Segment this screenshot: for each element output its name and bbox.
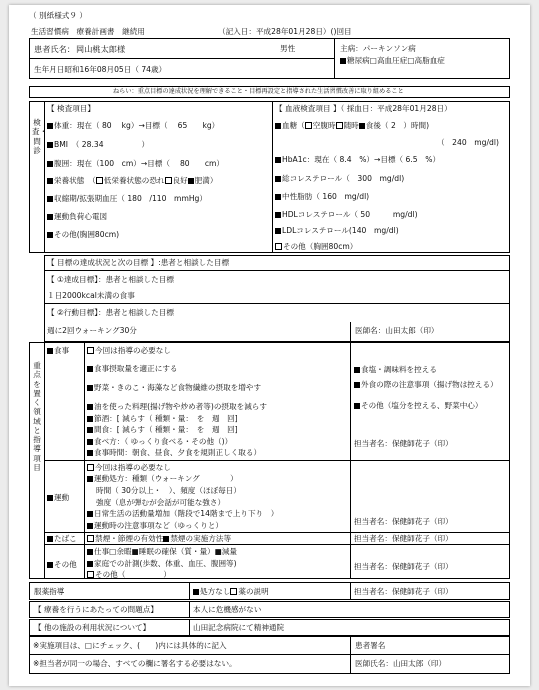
random-checkbox[interactable]	[336, 122, 343, 129]
patient-sex: 男性	[280, 44, 296, 53]
diet-item: 食事摂取量を適正にする	[94, 364, 178, 373]
waist-checkbox[interactable]	[47, 161, 53, 167]
hba1c-text: HbA1c：現在（ 8.4 %）→目標（ 6.5 %）	[282, 155, 441, 164]
document-title: 生活習慣病 療養計画書 継続用	[31, 27, 145, 36]
goal-note: ねらい：重点目標の達成状況を理解できること・目標再設定と指導された生活習慣改善に取り組めること	[113, 88, 404, 95]
disease-label: 主病：	[340, 44, 363, 53]
diet-item-checkbox[interactable]	[87, 347, 94, 354]
exercise-item-checkbox[interactable]	[87, 523, 93, 529]
other-label: その他	[54, 560, 77, 569]
disease-checks: 糖尿病□高血圧症□高脂血症	[347, 56, 445, 65]
footer-note-1: ※実施項目は、□にチェック、( )内には具体的に記入	[33, 641, 227, 650]
action-goal-label: 【 ②行動目標】：患者と相談した目標	[47, 308, 174, 317]
ldl-text: LDLコレステロール(140 mg/dl)	[282, 226, 399, 235]
bp-checkbox[interactable]	[47, 196, 53, 202]
exercise-checkbox[interactable]	[47, 495, 53, 501]
other-item: 仕事□余暇■睡眠の確保（質・量）■減量	[94, 547, 238, 556]
work-checkbox[interactable]	[87, 549, 93, 555]
ldl-checkbox[interactable]	[275, 228, 281, 234]
diet-item-checkbox[interactable]	[87, 366, 93, 372]
exercise-item: 強度（息が弾むが会話が可能な強さ）	[96, 498, 226, 507]
patient-signature-label: 患者署名	[355, 641, 386, 650]
document-page: （ 別紙様式９ ） 生活習慣病 療養計画書 継続用 （記入日：平成28年01月28日）()回目 患者氏名： 岡山桃太郎様 男性 生年月日昭和16年08月05日（ 74歳） 主病：パーキンソン病 糖尿病□高血圧症□高脂血症 ねらい：重点目標の達成状況を理解できること・目標再設定と指導された生活習慣改善に取り組めること 検査・問診 【 検査項目】 体重：現在（ 80 kg）→目標（ 65 kg） BMI （ 28.34 ） 腹囲：現在（100 cm）→目標（ 80 cm） 栄養状態 （ 低栄養状態の恐れ 良好 肥満） 収縮期/拡張期血圧（ 180 /110 mmHg） 運動負荷心電図 その他(胸囲80cm) 【 血液検査項目 】（ 採血日：平成28年01月28日） 血糖（ 空腹時 随時 食後（ 2 ）時間) （ 240 mg/dl) HbA1c：現在（ 8.4 %）→目標（ 6.5 %） 総コレステロール（ 300 mg/dl) 中性脂肪（ 160 mg/dl) HDLコレステロール（ 50 mg/dl) LDLコレステロール(140 mg/dl) その他（胸囲80cm） 【 目標の達成状況と次の目標 】:患者と相談した目標 【 ①達成目標】：患者と相談した目標 １日2000kcal未満の食事 【 ②行動目標】：患者と相談した目標 週に2回ウォーキング30分 医師名：山田太郎（印） 重点を置く領域と指導項目 食事 今回は指導の必要なし 食事摂取量を適正にする 野菜・きのこ・海藻など食物繊維の摂取を増やす 油を使った料理(揚げ物や炒め者等)の摂取を減らす 節酒：[ 減らす（ 種類・量： を 週 回] 間食：[ 減らす（ 種類・量： を 週 回] 食べ方：（ ゆっくり食べる・その他（)） 食事時間：朝食、昼食、夕食を規則正しく取る） 食塩・調味料を控える 外食の際の注意事項（揚げ物は控える） その他（塩分を控える、野菜中心） 担当者名：保健師花子（印） 運動 今回は指導の必要なし 運動処方：種類（ウォーキング ） 時間（ 30分以上・ ）、頻度（ほぼ毎日） 強度（息が弾むが会話が可能な強さ） 日常生活の活動量増加（階段で14階まで上り下り ） 運動時の注意事項など（ゆっくりと） 担当者名：保健師花子（印） たばこ 禁煙・節煙の有効性 禁煙の実施方法等 担当者名：保健師花子（印） その他 仕事□余暇■睡眠の確保（質・量）■減量 家庭での計測(歩数、体重、血圧、腹囲等) その他（ ） 担当者名：保健師花子（印） 服薬指導 処方なし 薬の説明 担当者名：保健師花子（印） 【 療養を行うにあたっての問題点】 本人に危機感がない 【 他の施設の利用状況について】 山田記念病院にて精神通院 ※実施項目は、□にチェック、( )内には具体的に記入 ※担当者が同一の場合、すべての欄に署名する必要はない。 患者署名 医師氏名：山田太郎（印）	[9, 5, 530, 686]
exercise-item: 運動処方：種類（ウォーキング ）	[94, 474, 238, 483]
diet-other-text: その他（塩分を控える、野菜中心）	[361, 401, 483, 410]
glucose-checkbox[interactable]	[275, 123, 281, 129]
snack-text: 間食：[ 減らす（ 種類・量： を 週 回]	[94, 425, 238, 434]
ecg-checkbox[interactable]	[47, 214, 53, 220]
mealtime-checkbox[interactable]	[87, 450, 93, 456]
other-etc-checkbox[interactable]	[87, 571, 94, 578]
patient-name: 岡山桃太郎様	[76, 44, 126, 54]
exam-side-label: 検査・問診	[32, 118, 48, 155]
diet-checkbox[interactable]	[47, 348, 53, 354]
eating-checkbox[interactable]	[87, 439, 93, 445]
meds-staff: 担当者名：保健師花子（印）	[354, 587, 453, 596]
goals-header: 【 目標の達成状況と次の目標 】:患者と相談した目標	[47, 258, 230, 267]
diet-other-checkbox[interactable]	[354, 403, 360, 409]
facility-value: 山田記念病院にて精神通院	[193, 623, 285, 632]
tobacco-label: たばこ	[54, 534, 77, 543]
alcohol-checkbox[interactable]	[87, 416, 93, 422]
fasting-checkbox[interactable]	[305, 122, 312, 129]
blood-other-text: その他（胸囲80cm）	[283, 242, 358, 251]
bp-text: 収縮期/拡張期血圧（ 180 /110 mmHg）	[54, 194, 207, 203]
quit-method-checkbox[interactable]	[163, 536, 169, 542]
other-staff: 担当者名：保健師花子（印）	[354, 562, 453, 571]
exercise-item-checkbox[interactable]	[87, 464, 94, 471]
meds-label: 服薬指導	[34, 587, 65, 596]
triglyceride-text: 中性脂肪（ 160 mg/dl)	[282, 192, 370, 201]
bmi-text: BMI （ 28.34 ）	[54, 140, 150, 149]
nutrition-checkbox[interactable]	[47, 178, 53, 184]
salt-text: 食塩・調味料を控える	[361, 365, 437, 374]
diet-item-checkbox[interactable]	[87, 404, 93, 410]
hdl-checkbox[interactable]	[275, 212, 281, 218]
diet-item-checkbox[interactable]	[87, 385, 93, 391]
diabetes-checkbox[interactable]	[340, 58, 346, 64]
exercise-label: 運動	[54, 493, 70, 502]
exam-left-header: 【 検査項目】	[47, 104, 95, 113]
eating-text: 食べ方：（ ゆっくり食べる・その他（)）	[94, 437, 233, 446]
form-number: （ 別紙様式９ ）	[29, 11, 87, 20]
goals-doctor: 医師名：山田太郎（印）	[355, 326, 439, 335]
exercise-item: 日常生活の活動量増加（階段で14階まで上り下り ）	[94, 509, 279, 518]
cholesterol-checkbox[interactable]	[275, 176, 281, 182]
eating-out-checkbox[interactable]	[354, 382, 360, 388]
exercise-item-checkbox[interactable]	[87, 476, 93, 482]
exercise-item: 運動時の注意事項など（ゆっくりと）	[94, 521, 224, 530]
patient-name-label: 患者氏名：	[34, 44, 75, 54]
alcohol-text: 節酒：[ 減らす（ 種類・量： を 週 回]	[94, 414, 238, 423]
other-checkbox[interactable]	[47, 562, 53, 568]
snack-checkbox[interactable]	[87, 427, 93, 433]
cholesterol-text: 総コレステロール（ 300 mg/dl)	[282, 174, 405, 183]
tobacco-staff: 担当者名：保健師花子（印）	[354, 534, 453, 543]
other-item: 家庭での計測(歩数、体重、血圧、腹囲等)	[94, 559, 237, 568]
ecg-text: 運動負荷心電図	[54, 212, 108, 221]
exercise-item-checkbox[interactable]	[87, 511, 93, 517]
exercise-item: 時間（ 30分以上・ ）、頻度（ほぼ毎日）	[96, 486, 241, 495]
obesity-checkbox[interactable]	[188, 178, 194, 184]
eating-out-text: 外食の際の注意事項（揚げ物は控える）	[361, 380, 498, 389]
focus-side-label: 重点を置く領域と指導項目	[33, 361, 41, 472]
achieve-goal-label: 【 ①達成目標】：患者と相談した目標	[47, 275, 174, 284]
salt-checkbox[interactable]	[354, 367, 360, 373]
med-explain-checkbox[interactable]	[230, 588, 237, 595]
hdl-text: HDLコレステロール（ 50 mg/dl)	[282, 210, 418, 219]
diet-staff: 担当者名：保健師花子（印）	[354, 439, 453, 448]
triglyceride-checkbox[interactable]	[275, 194, 281, 200]
patient-dob: 生年月日昭和16年08月05日（ 74歳）	[34, 65, 167, 74]
blood-other-checkbox[interactable]	[275, 243, 282, 250]
tobacco-checkbox[interactable]	[47, 536, 53, 542]
exam-other-text: その他(胸囲80cm)	[54, 230, 120, 239]
exercise-item: 今回は指導の必要なし	[95, 463, 171, 472]
action-goal-text: 週に2回ウォーキング30分	[47, 326, 137, 335]
weight-checkbox[interactable]	[47, 123, 53, 129]
quit-smoking-checkbox[interactable]	[87, 535, 94, 542]
glucose-value: （ 240 mg/dl)	[437, 138, 499, 147]
footer-note-2: ※担当者が同一の場合、すべての欄に署名する必要はない。	[33, 659, 237, 668]
diet-label: 食事	[54, 346, 70, 355]
blood-header: 【 血液検査項目 】（ 採血日：平成28年01月28日）	[275, 104, 452, 113]
waist-text: 腹囲：現在（100 cm）→目標（ 80 cm）	[54, 159, 224, 168]
problem-label: 【 療養を行うにあたっての問題点】	[34, 605, 158, 614]
mealtime-text: 食事時間：朝食、昼食、夕食を規則正しく取る）	[94, 448, 262, 457]
low-nutrition-checkbox[interactable]	[96, 177, 103, 184]
weight-text: 体重：現在（ 80 kg）→目標（ 65 kg）	[54, 121, 220, 130]
home-measure-checkbox[interactable]	[87, 561, 93, 567]
exam-other-checkbox[interactable]	[47, 232, 53, 238]
no-prescription-checkbox[interactable]	[193, 589, 199, 595]
postmeal-checkbox[interactable]	[359, 123, 365, 129]
diet-item: 野菜・きのこ・海藻など食物繊維の摂取を増やす	[94, 383, 262, 392]
footer-doctor: 医師氏名：山田太郎（印）	[355, 659, 447, 668]
problem-value: 本人に危機感がない	[193, 605, 262, 614]
facility-label: 【 他の施設の利用状況について】	[34, 623, 151, 632]
record-date: （記入日：平成28年01月28日）()回目	[218, 27, 352, 36]
disease-name: パーキンソン病	[362, 44, 416, 53]
diet-item: 油を使った料理(揚げ物や炒め者等)の摂取を減らす	[94, 402, 267, 411]
hba1c-checkbox[interactable]	[275, 157, 281, 163]
diet-item: 今回は指導の必要なし	[95, 346, 171, 355]
exercise-staff: 担当者名：保健師花子（印）	[354, 517, 453, 526]
good-nutrition-checkbox[interactable]	[165, 177, 172, 184]
other-item: その他（ ）	[95, 570, 171, 579]
bmi-checkbox[interactable]	[47, 142, 53, 148]
achieve-goal-text: １日2000kcal未満の食事	[47, 291, 135, 300]
